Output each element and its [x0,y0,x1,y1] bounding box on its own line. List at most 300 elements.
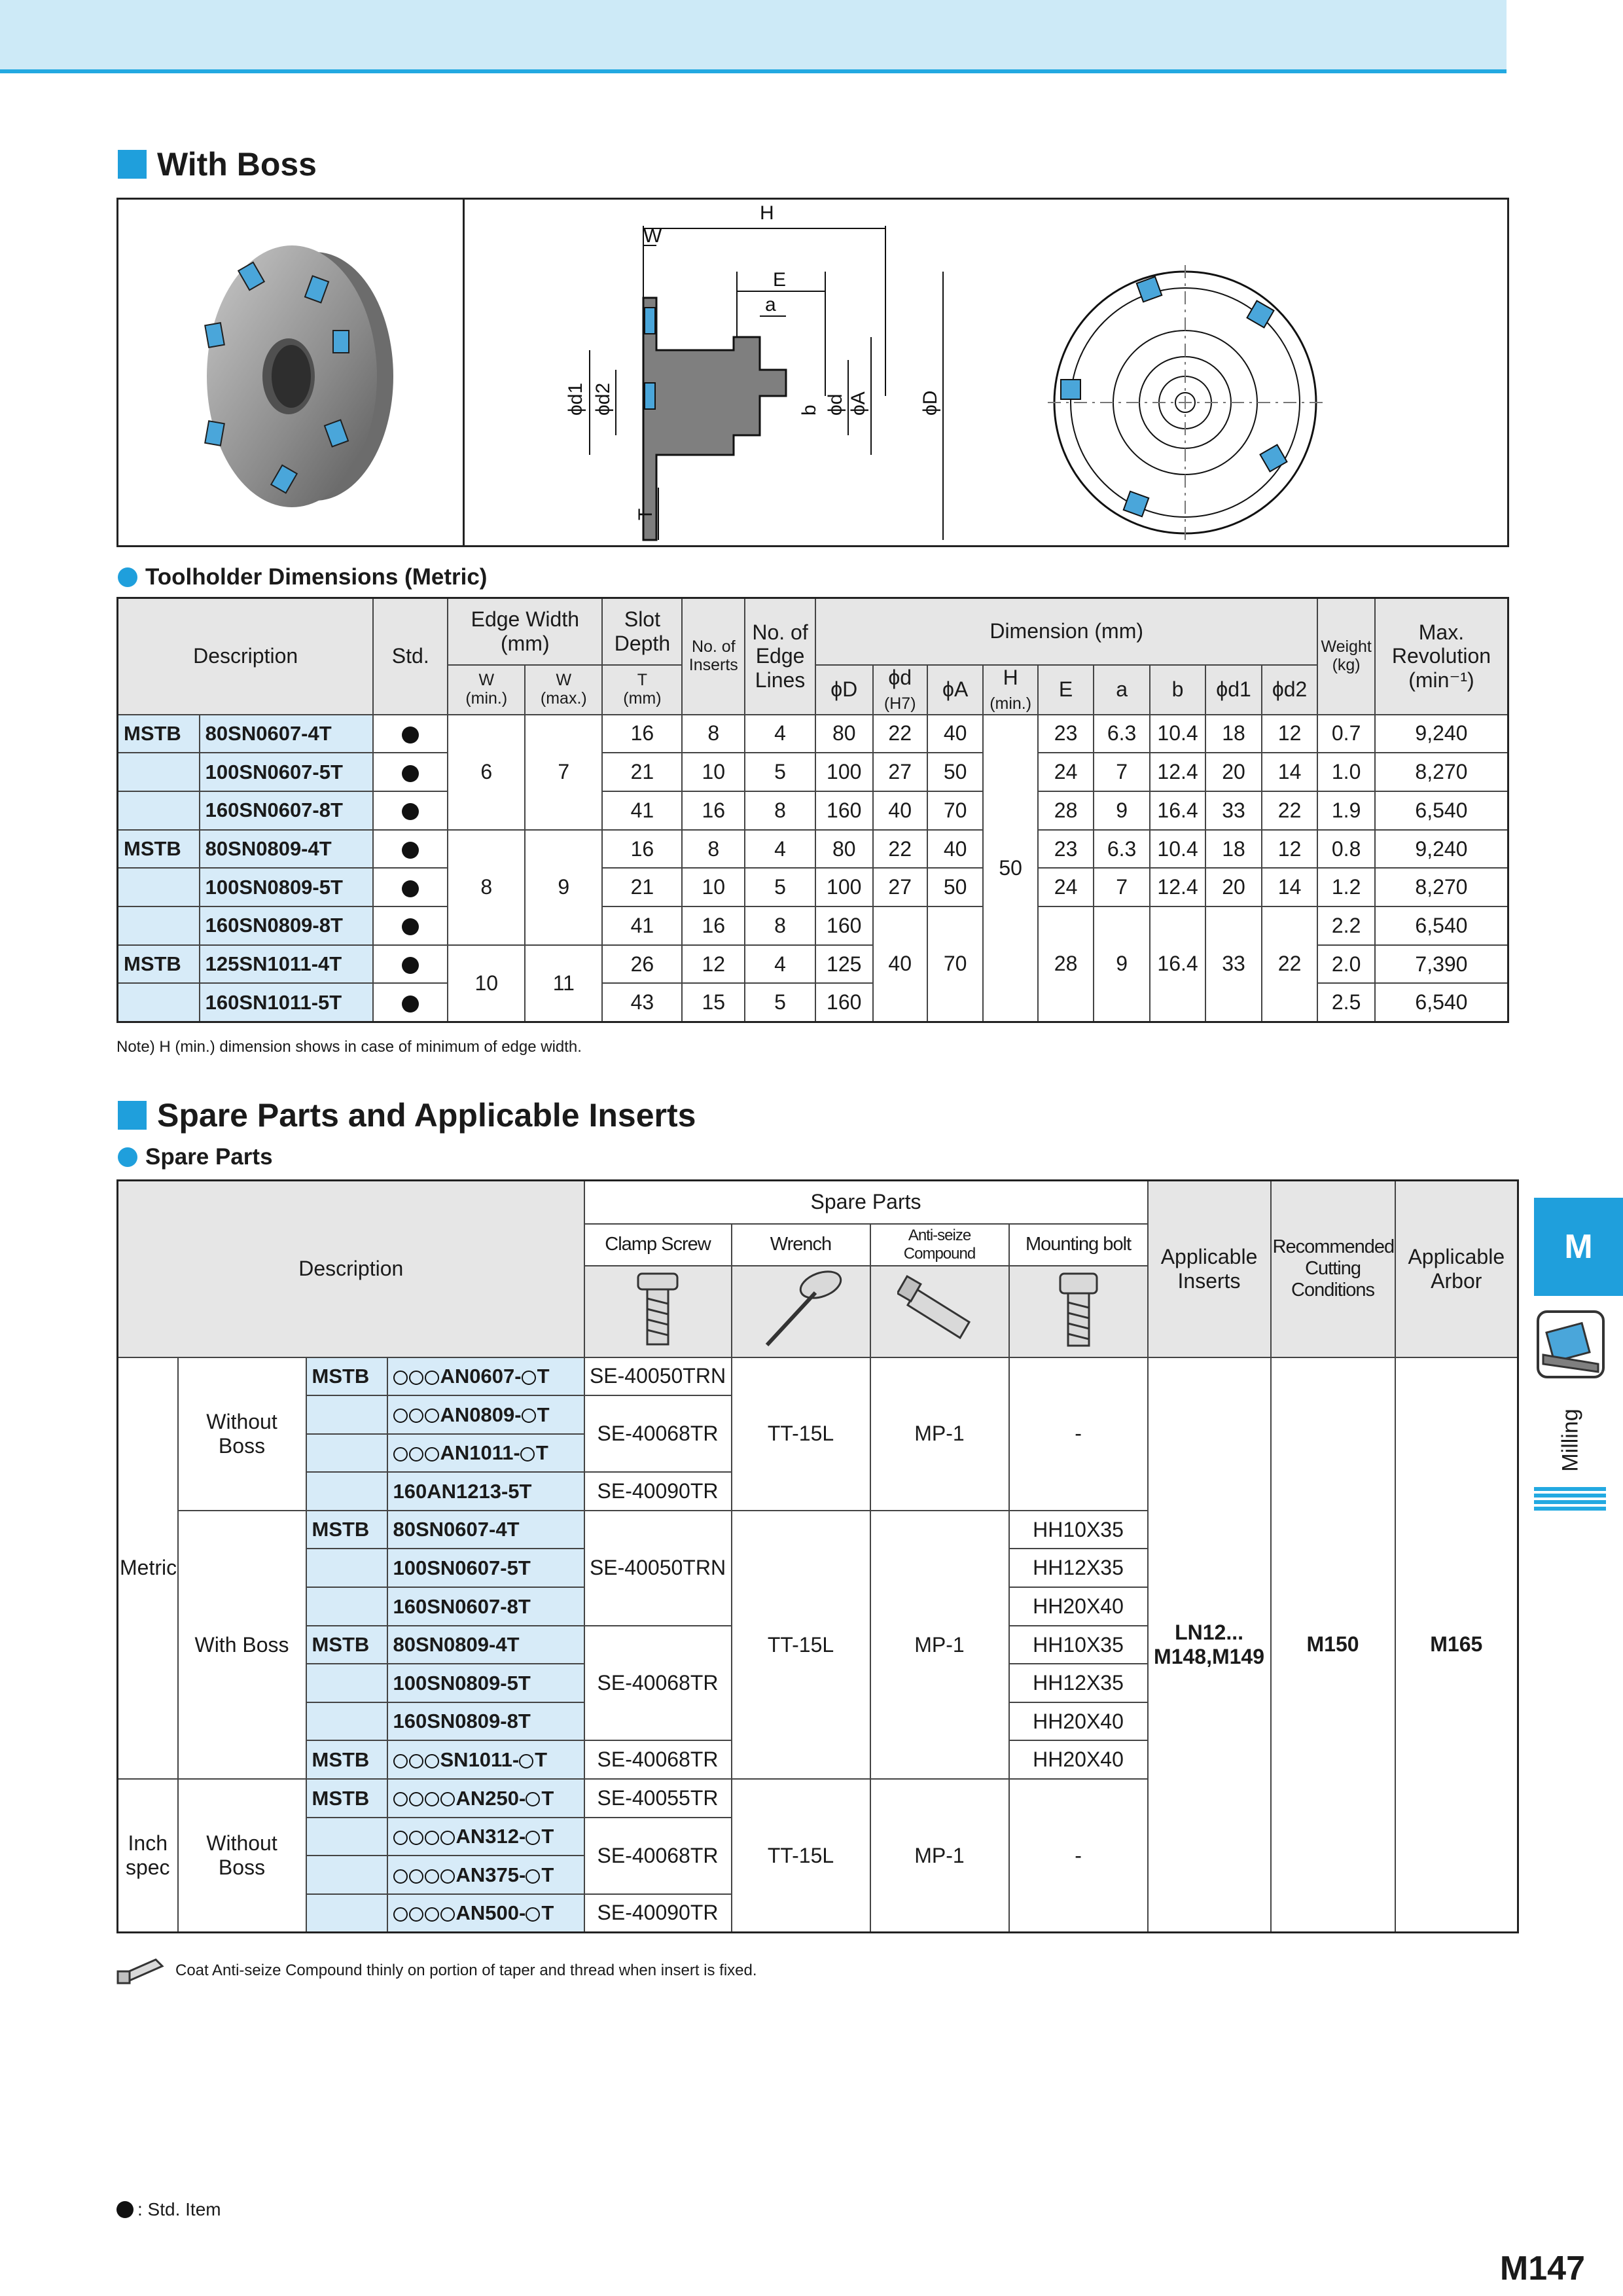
row-prefix [306,1472,387,1511]
b-cell: 12.4 [1150,868,1205,906]
mounting-bolt-icon [1052,1270,1105,1348]
weight-cell: 2.2 [1317,906,1375,945]
weight-cell: 2.5 [1317,983,1375,1022]
side-tab-milling[interactable]: M [1534,1198,1623,1296]
std-legend [116,2199,221,2220]
w-max-cell: 7 [525,715,602,830]
compound-icon-cell [870,1266,1009,1357]
row-prefix: MSTB [306,1779,387,1818]
milling-icon [1535,1309,1606,1380]
header-applicable-inserts: Applicable Inserts [1148,1181,1271,1357]
top-band [0,0,1507,73]
rev-cell: 6,540 [1375,983,1508,1022]
row-name: 100SN0607-5T [387,1549,584,1587]
section-square-icon [118,1101,147,1130]
lines-cell: 8 [745,906,815,945]
dimension-table [116,597,1509,1023]
row-name [387,1779,584,1818]
header-t-mm: T (mm) [602,665,682,715]
D-cell: 160 [815,983,873,1022]
side-section-drawing [485,200,1022,549]
w-min-cell: 8 [448,830,525,945]
row-prefix: MSTB [118,715,200,753]
header-max-revolution: Max. Revolution (min⁻¹) [1375,598,1508,715]
inserts-cell: 16 [682,791,745,830]
w-max-cell: 9 [525,830,602,945]
d-cell: 27 [873,753,927,791]
table-row [118,715,1508,753]
rev-cell: 9,240 [1375,830,1508,869]
std-cell [373,983,448,1022]
lines-cell: 4 [745,945,815,984]
A-cell: 50 [927,753,983,791]
A-cell: 40 [927,715,983,753]
D-cell: 80 [815,830,873,869]
D-cell: 125 [815,945,873,984]
d-cell: 22 [873,830,927,869]
dim-label-d2: ϕd2 [592,382,614,416]
d-cell: 22 [873,715,927,753]
row-name-tail: T [537,1364,550,1388]
group-without-boss: Without Boss [178,1357,306,1511]
row-name-tail: T [541,1825,554,1848]
H-cell: 50 [983,715,1037,1022]
lines-cell: 5 [745,983,815,1022]
d-cell: 40 [873,906,927,1022]
weight-cell: 2.0 [1317,945,1375,984]
row-name: 160SN0809-8T [200,906,374,945]
table-row [118,830,1508,869]
std-dot-icon [402,803,419,820]
row-prefix: MSTB [306,1626,387,1664]
header-slot-depth: Slot Depth [602,598,682,665]
dim-label-D: ϕD [919,390,941,416]
cutting-conditions-cell: M150 [1271,1357,1395,1933]
A-cell: 50 [927,868,983,906]
std-legend-text: : Std. Item [137,2199,221,2219]
d2-cell: 14 [1262,868,1318,906]
lines-cell: 8 [745,791,815,830]
dimension-note: Note) H (min.) dimension shows in case of minimum of edge width. [116,1038,582,1056]
w-min-cell: 6 [448,715,525,830]
row-prefix [118,983,200,1022]
row-name [387,1856,584,1894]
compound-cell: MP-1 [870,1357,1009,1511]
inserts-cell: 15 [682,983,745,1022]
compound-tube-icon [116,1954,169,1987]
row-name-text: AN375- [455,1863,526,1886]
lines-cell: 4 [745,715,815,753]
row-prefix: MSTB [306,1511,387,1549]
drawing-panel [116,198,1509,547]
t-cell: 26 [602,945,682,984]
bullet-icon [118,567,137,587]
row-prefix [306,1664,387,1702]
row-prefix: MSTB [306,1740,387,1779]
row-name: 160SN0607-8T [387,1587,584,1626]
b-cell: 16.4 [1150,906,1205,1022]
b-cell: 10.4 [1150,830,1205,869]
t-cell: 21 [602,868,682,906]
std-dot-icon [402,765,419,782]
E-cell: 23 [1038,715,1094,753]
row-prefix [306,1587,387,1626]
section-square-icon [118,150,147,179]
header-H [983,665,1037,715]
header-phi-d-label: ϕd [888,665,912,689]
t-cell: 43 [602,983,682,1022]
row-prefix: MSTB [306,1357,387,1396]
side-label-milling [1552,1401,1589,1479]
wrench-cell: TT-15L [732,1511,870,1779]
d2-cell: 22 [1262,791,1318,830]
wrench-icon-cell [732,1266,870,1357]
D-cell: 80 [815,715,873,753]
header-phi-D: ϕD [815,665,873,715]
bolt-cell: HH10X35 [1009,1511,1148,1549]
rev-cell: 7,390 [1375,945,1508,984]
header-w-max: W (max.) [525,665,602,715]
E-cell: 23 [1038,830,1094,869]
std-cell [373,791,448,830]
weight-cell: 1.2 [1317,868,1375,906]
header-phi-d1: ϕd1 [1205,665,1261,715]
rev-cell: 6,540 [1375,906,1508,945]
cutter-photo [145,226,446,527]
header-a: a [1094,665,1149,715]
header-cutting-conditions: Recommended Cutting Conditions [1271,1181,1395,1357]
inserts-cell: 8 [682,715,745,753]
row-name [387,1395,584,1434]
subtitle-text: Spare Parts [145,1144,273,1170]
header-std: Std. [373,598,448,715]
row-name-tail: T [537,1403,550,1426]
row-name [387,1740,584,1779]
row-prefix [306,1395,387,1434]
section-title-text: With Boss [157,146,317,183]
D-cell: 160 [815,791,873,830]
std-dot-icon [402,726,419,744]
weight-cell: 0.8 [1317,830,1375,869]
D-cell: 100 [815,868,873,906]
wrench-cell: TT-15L [732,1779,870,1932]
row-prefix [306,1549,387,1587]
w-min-cell: 10 [448,945,525,1022]
t-cell: 21 [602,753,682,791]
rev-cell: 8,270 [1375,753,1508,791]
compound-cell: MP-1 [870,1779,1009,1932]
d2-cell: 22 [1262,906,1318,1022]
std-cell [373,868,448,906]
inserts-cell: 10 [682,753,745,791]
header-dimension: Dimension (mm) [815,598,1317,665]
bolt-cell: HH12X35 [1009,1549,1148,1587]
inserts-cell: 12 [682,945,745,984]
row-prefix: MSTB [118,945,200,984]
clamp-screw-icon-cell [584,1266,732,1357]
row-name: 100SN0809-5T [200,868,374,906]
wrench-icon [755,1266,847,1352]
weight-cell: 1.0 [1317,753,1375,791]
b-cell: 16.4 [1150,791,1205,830]
table-row [118,791,1508,830]
std-dot-icon [402,957,419,974]
applicable-arbor-cell: M165 [1395,1357,1518,1933]
header-E: E [1038,665,1094,715]
subtitle-spare-parts [118,1144,273,1170]
header-mounting-bolt: Mounting bolt [1009,1224,1148,1266]
std-cell [373,830,448,869]
d1-cell: 20 [1205,753,1261,791]
t-cell: 16 [602,715,682,753]
b-cell: 10.4 [1150,715,1205,753]
row-prefix [306,1818,387,1856]
row-name-text: AN0607- [440,1364,522,1388]
header-b: b [1150,665,1205,715]
row-name-text: SN1011- [440,1748,520,1771]
d2-cell: 14 [1262,753,1318,791]
group-metric: Metric [118,1357,178,1780]
row-name-text: AN500- [455,1901,526,1925]
inserts-cell: 8 [682,830,745,869]
dim-label-W: W [643,225,662,247]
drawing-divider [463,200,465,545]
bolt-cell: - [1009,1357,1148,1511]
row-name: 100SN0809-5T [387,1664,584,1702]
d-cell: 27 [873,868,927,906]
row-name: 160AN1213-5T [387,1472,584,1511]
screw-cell: SE-40090TR [584,1472,732,1511]
row-prefix [118,791,200,830]
header-wrench: Wrench [732,1224,870,1266]
inserts-cell: 16 [682,906,745,945]
header-H-label: H [1003,665,1018,689]
row-prefix [118,753,200,791]
compound-note-text: Coat Anti-seize Compound thinly on portion of taper and thread when insert is fixed. [175,1962,757,1979]
A-cell: 70 [927,791,983,830]
table-row [118,753,1508,791]
section-title-text: Spare Parts and Applicable Inserts [157,1097,696,1134]
row-prefix [306,1702,387,1741]
row-name: 80SN0607-4T [200,715,374,753]
lines-cell: 4 [745,830,815,869]
bullet-icon [118,1147,137,1167]
row-prefix [306,1856,387,1894]
d1-cell: 33 [1205,906,1261,1022]
screw-cell: SE-40050TRN [584,1511,732,1626]
std-dot-icon [402,842,419,859]
section-title-spare-parts [118,1096,696,1134]
compound-cell: MP-1 [870,1511,1009,1779]
rev-cell: 9,240 [1375,715,1508,753]
d1-cell: 18 [1205,830,1261,869]
row-name-text: AN312- [455,1825,526,1848]
bolt-cell: HH20X40 [1009,1702,1148,1741]
wrench-cell: TT-15L [732,1357,870,1511]
bolt-cell: HH20X40 [1009,1740,1148,1779]
compound-tube-icon [897,1270,982,1348]
row-name: 80SN0607-4T [387,1511,584,1549]
side-stripes [1534,1487,1606,1511]
std-cell [373,753,448,791]
row-prefix [118,906,200,945]
group-inch-spec: Inch spec [118,1779,178,1932]
rev-cell: 6,540 [1375,791,1508,830]
header-phi-d [873,665,927,715]
header-no-inserts: No. of Inserts [682,598,745,715]
screw-cell: SE-40068TR [584,1626,732,1741]
std-dot-icon [116,2201,134,2218]
row-name-text: AN0809- [440,1403,522,1426]
header-H-sub: (min.) [990,694,1032,713]
row-prefix [306,1434,387,1473]
row-name-text: AN1011- [440,1441,520,1465]
lines-cell: 5 [745,753,815,791]
screw-cell: SE-40068TR [584,1395,732,1472]
header-w-min: W (min.) [448,665,525,715]
header-spare-parts: Spare Parts [584,1181,1148,1224]
a-cell: 6.3 [1094,830,1149,869]
dim-label-H: H [760,202,774,224]
header-phi-d-sub: (H7) [883,694,916,713]
header-compound: Anti-seize Compound [870,1224,1009,1266]
t-cell: 41 [602,791,682,830]
header-no-edge-lines: No. of Edge Lines [745,598,815,715]
bolt-cell: - [1009,1779,1148,1932]
a-cell: 7 [1094,753,1149,791]
screw-cell: SE-40055TR [584,1779,732,1818]
row-name-text: AN250- [455,1786,526,1810]
lines-cell: 5 [745,868,815,906]
d1-cell: 18 [1205,715,1261,753]
table-row [118,1357,1518,1396]
dim-label-a: a [765,294,776,315]
row-name-tail: T [541,1863,554,1886]
clamp-screw-icon [632,1270,684,1348]
screw-cell: SE-40090TR [584,1894,732,1933]
std-dot-icon [402,918,419,935]
subtitle-toolholder-dimensions [118,564,487,590]
rev-cell: 8,270 [1375,868,1508,906]
dim-label-b: b [798,404,820,416]
d-cell: 40 [873,791,927,830]
screw-cell: SE-40050TRN [584,1357,732,1396]
t-cell: 16 [602,830,682,869]
row-name: 100SN0607-5T [200,753,374,791]
side-label-text: Milling [1558,1408,1583,1472]
screw-cell: SE-40068TR [584,1818,732,1894]
std-dot-icon [402,880,419,897]
compound-note [116,1954,757,1987]
row-name: 80SN0809-4T [200,830,374,869]
row-name: 160SN0809-8T [387,1702,584,1741]
row-name: 125SN1011-4T [200,945,374,984]
dim-label-E: E [773,269,787,291]
row-name [387,1357,584,1396]
table-row [118,868,1508,906]
spare-parts-table [116,1179,1519,1933]
A-cell: 40 [927,830,983,869]
E-cell: 28 [1038,906,1094,1022]
header-phi-d2: ϕd2 [1262,665,1318,715]
a-cell: 9 [1094,906,1149,1022]
a-cell: 9 [1094,791,1149,830]
header-weight: Weight (kg) [1317,598,1375,715]
applicable-inserts-cell: LN12... M148,M149 [1148,1357,1271,1933]
D-cell: 160 [815,906,873,945]
header-phi-A: ϕA [927,665,983,715]
bolt-cell: HH12X35 [1009,1664,1148,1702]
dim-label-d: ϕd [825,393,846,416]
row-name [387,1894,584,1933]
group-without-boss-inch: Without Boss [178,1779,306,1932]
row-name: 80SN0809-4T [387,1626,584,1664]
table-row [118,906,1508,945]
A-cell: 70 [927,906,983,1022]
bolt-cell: HH20X40 [1009,1587,1148,1626]
front-view-drawing [1048,265,1323,540]
a-cell: 6.3 [1094,715,1149,753]
row-name: 160SN1011-5T [200,983,374,1022]
E-cell: 24 [1038,753,1094,791]
row-name-tail: T [535,1748,548,1771]
dim-label-A: ϕA [847,391,869,416]
b-cell: 12.4 [1150,753,1205,791]
header-applicable-arbor: Applicable Arbor [1395,1181,1518,1357]
weight-cell: 0.7 [1317,715,1375,753]
header-description: Description [118,1181,584,1357]
D-cell: 100 [815,753,873,791]
page-number: M147 [1499,2250,1585,2287]
row-name: 160SN0607-8T [200,791,374,830]
bolt-icon-cell [1009,1266,1148,1357]
a-cell: 7 [1094,868,1149,906]
row-name [387,1434,584,1473]
std-cell [373,906,448,945]
subtitle-text: Toolholder Dimensions (Metric) [145,564,488,590]
row-prefix [118,868,200,906]
d2-cell: 12 [1262,830,1318,869]
E-cell: 28 [1038,791,1094,830]
std-cell [373,945,448,984]
screw-cell: SE-40068TR [584,1740,732,1779]
header-clamp-screw: Clamp Screw [584,1224,732,1266]
t-cell: 41 [602,906,682,945]
E-cell: 24 [1038,868,1094,906]
section-title-with-boss [118,145,317,183]
d1-cell: 33 [1205,791,1261,830]
weight-cell: 1.9 [1317,791,1375,830]
std-dot-icon [402,996,419,1013]
std-cell [373,715,448,753]
group-with-boss: With Boss [178,1511,306,1779]
header-description: Description [118,598,374,715]
header-edge-width: Edge Width (mm) [448,598,602,665]
w-max-cell: 11 [525,945,602,1022]
bolt-cell: HH10X35 [1009,1626,1148,1664]
row-prefix [306,1894,387,1933]
d1-cell: 20 [1205,868,1261,906]
row-name-tail: T [541,1901,554,1925]
row-name-tail: T [541,1786,554,1810]
dim-label-T: T [635,508,656,520]
dim-label-d1: ϕd1 [565,382,586,416]
inserts-cell: 10 [682,868,745,906]
row-prefix: MSTB [118,830,200,869]
row-name [387,1818,584,1856]
d2-cell: 12 [1262,715,1318,753]
row-name-tail: T [535,1441,548,1465]
